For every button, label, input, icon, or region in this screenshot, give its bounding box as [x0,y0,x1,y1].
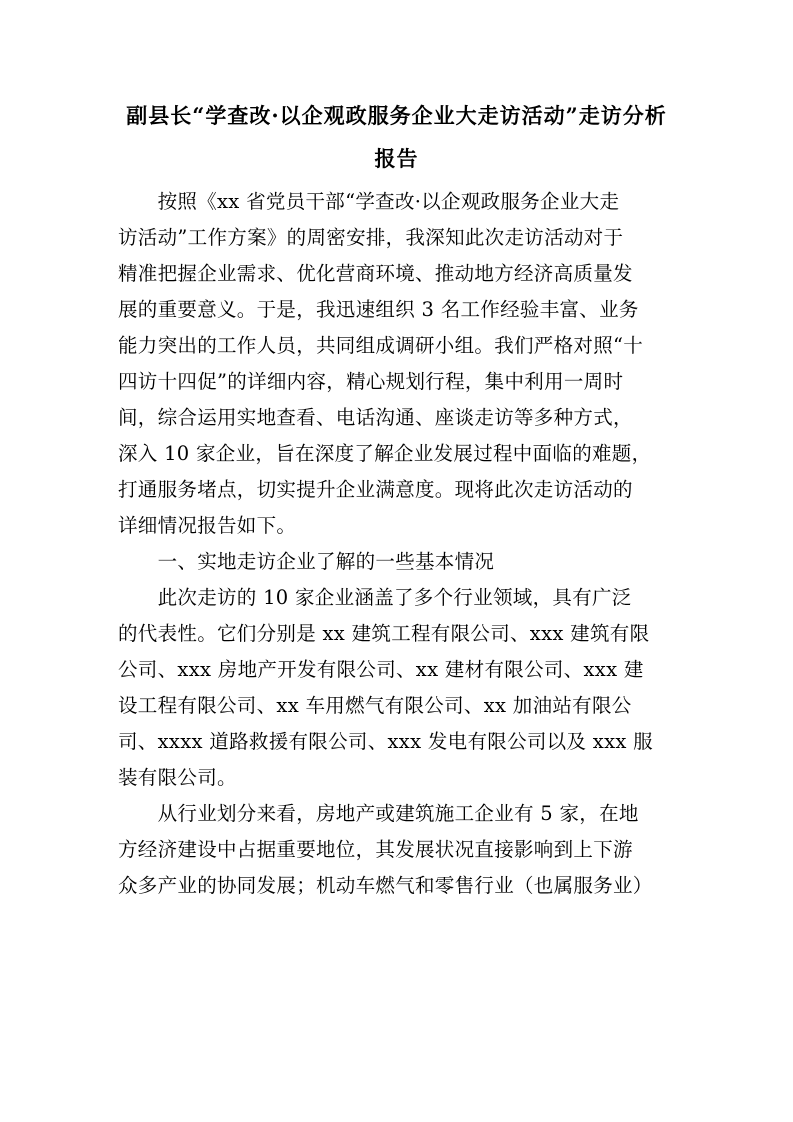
report-title-line-1: 副县长“学查改·以企观政服务企业大走访活动”走访分析 [126,103,667,128]
body-line: 间，综合运用实地查看、电话沟通、座谈走访等多种方式， [118,406,633,429]
body-line: 打通服务堵点，切实提升企业满意度。现将此次走访活动的 [118,478,633,501]
body-line: 的代表性。它们分别是 xx 建筑工程有限公司、xxx 建筑有限 [118,622,650,645]
body-line: 此次走访的 10 家企业涵盖了多个行业领域，具有广泛 [118,586,632,609]
body-line: 四访十四促”的详细内容，精心规划行程，集中利用一周时 [118,370,624,393]
body-line: 司、xxxx 道路救援有限公司、xxx 发电有限公司以及 xxx 服 [118,730,653,753]
body-line: 访活动”工作方案》的周密安排，我深知此次走访活动对于 [118,226,624,249]
body-line: 装有限公司。 [118,766,237,789]
body-line: 精准把握企业需求、优化营商环境、推动地方经济高质量发 [118,262,633,285]
body-line: 设工程有限公司、xx 车用燃气有限公司、xx 加油站有限公 [118,694,632,717]
body-line: 详细情况报告如下。 [118,514,297,537]
body-line: 按照《xx 省党员干部“学查改·以企观政服务企业大走 [118,190,620,213]
body-line: 众多产业的协同发展；机动车燃气和零售行业（也属服务业） [118,874,653,897]
report-title-line-2: 报告 [374,146,419,171]
body-line: 深入 10 家企业，旨在深度了解企业发展过程中面临的难题， [118,442,652,465]
body-line: 方经济建设中占据重要地位，其发展状况直接影响到上下游 [118,838,633,861]
section-heading: 一、实地走访企业了解的一些基本情况 [118,550,495,573]
body-line: 公司、xxx 房地产开发有限公司、xx 建材有限公司、xxx 建 [118,658,644,681]
body-line: 从行业划分来看，房地产或建筑施工企业有 5 家，在地 [118,802,639,825]
body-line: 展的重要意义。于是，我迅速组织 3 名工作经验丰富、业务 [118,298,639,321]
body-line: 能力突出的工作人员，共同组成调研小组。我们严格对照“十 [118,334,644,357]
